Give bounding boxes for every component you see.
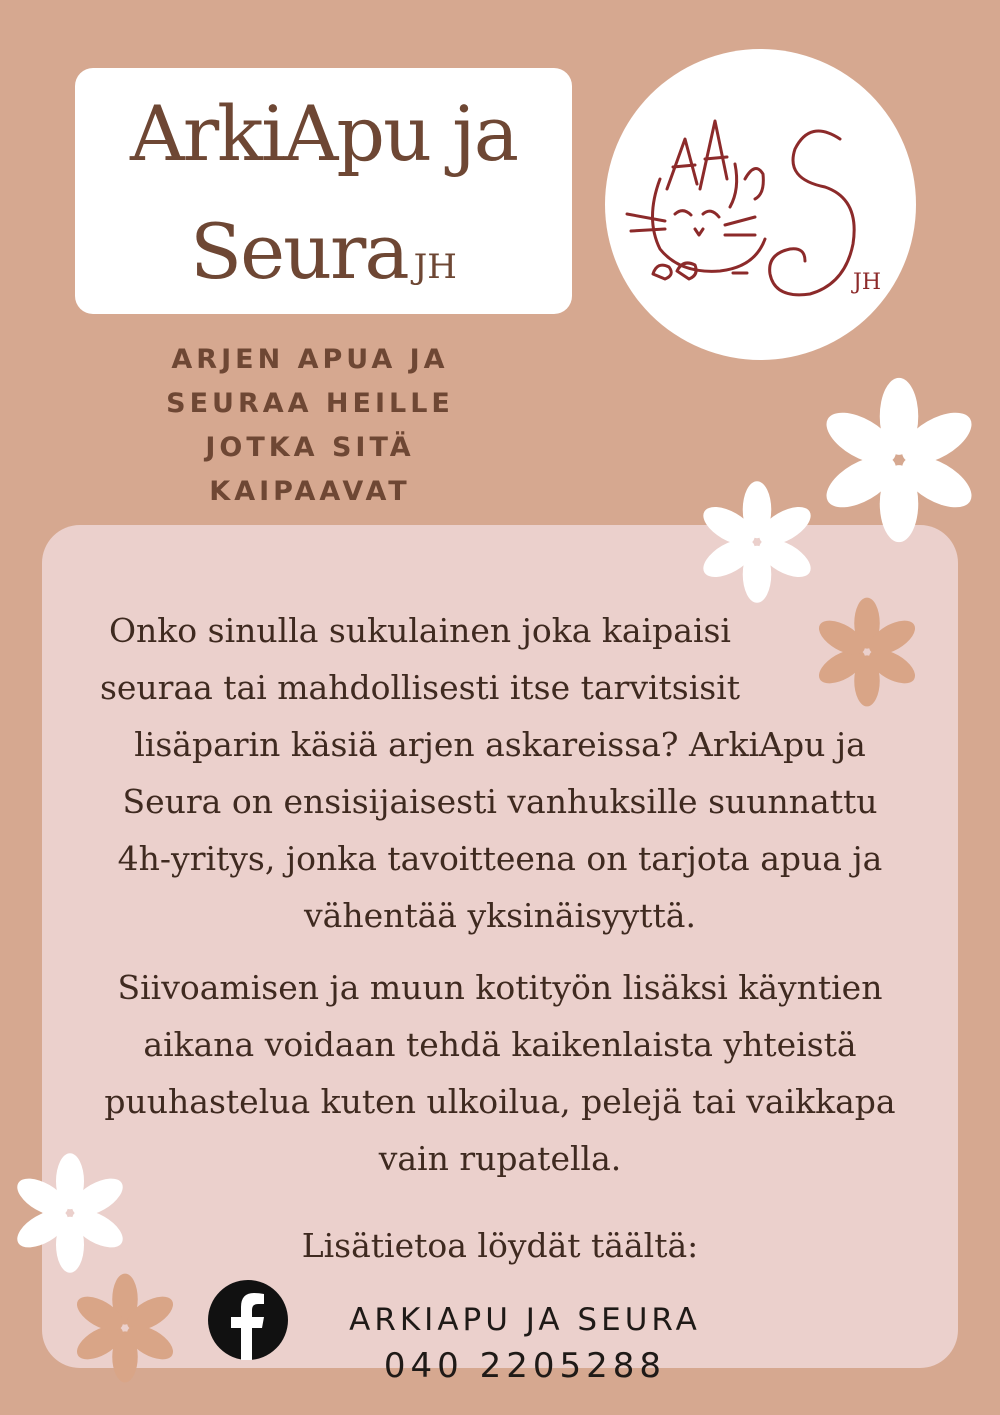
cat-logo-icon (605, 49, 916, 360)
tagline-line: JOTKA SITÄ (205, 432, 415, 463)
flower-icon (74, 1272, 176, 1384)
intro-paragraph (50, 602, 950, 944)
more-info-text (50, 1217, 950, 1274)
facebook-icon[interactable] (208, 1280, 288, 1360)
facebook-page-name[interactable]: ARKIAPU JA SEURA (349, 1302, 701, 1338)
flower-icon (822, 376, 976, 544)
paragraph-line: vähentää yksinäisyyttä. (304, 896, 696, 935)
title-line-2 (75, 207, 572, 296)
paragraph-line: seuraa tai mahdollisesti itse tarvitsisit (99, 668, 741, 707)
tagline-line: SEURAA HEILLE (166, 388, 454, 419)
logo-initials: JH (853, 270, 882, 295)
paragraph-line: Siivoamisen ja muun kotityön lisäksi käyntien (117, 968, 883, 1007)
tagline (110, 338, 510, 514)
paragraph-line: vain rupatella. (378, 1139, 622, 1178)
flower-icon (700, 480, 814, 604)
paragraph-line: Onko sinulla sukulainen joka kaipaisi (108, 611, 731, 650)
paragraph-line: 4h-yritys, jonka tavoitteena on tarjota apua ja (117, 839, 883, 878)
paragraph-line: aikana voidaan tehdä kaikenlaista yhteistä (143, 1025, 857, 1064)
paragraph-line: lisäparin käsiä arjen askareissa? ArkiApu ja (134, 725, 866, 764)
title-card (75, 68, 572, 314)
services-paragraph (50, 959, 950, 1187)
paragraph-line: Seura on ensisijaisesti vanhuksille suunnattu (122, 782, 878, 821)
title-word: Seura (190, 207, 408, 296)
paragraph-line: puuhastelua kuten ulkoilua, pelejä tai vaikkapa (104, 1082, 896, 1121)
phone-number[interactable]: 040 2205288 (383, 1346, 667, 1386)
title-suffix: JH (413, 247, 457, 287)
tagline-line: ARJEN APUA JA (171, 344, 449, 375)
tagline-line: KAIPAAVAT (209, 476, 411, 507)
more-info-line: Lisätietoa löydät täältä: (301, 1226, 699, 1265)
title-line-1: ArkiApu ja (129, 89, 518, 178)
logo (605, 49, 916, 360)
